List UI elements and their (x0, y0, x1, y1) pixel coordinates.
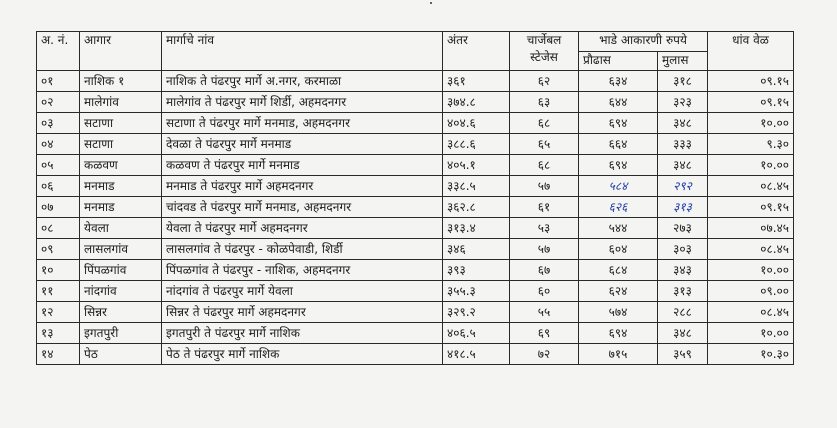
cell-depot: पेठ (80, 344, 162, 365)
cell-sr: ०२ (37, 92, 80, 113)
cell-child: ३१८ (658, 71, 708, 92)
cell-child: ३५९ (658, 344, 708, 365)
cell-sr: ०८ (37, 218, 80, 239)
cell-sr: ०३ (37, 113, 80, 134)
cell-stages: ६५ (510, 134, 579, 155)
cell-sr: ०९ (37, 239, 80, 260)
cell-adult: ६९४ (579, 323, 658, 344)
cell-distance: ३७४.८ (443, 92, 510, 113)
cell-sr: ०४ (37, 134, 80, 155)
speck (430, 2, 432, 4)
cell-distance: ४०५.१ (443, 155, 510, 176)
cell-child: २९२ (658, 176, 708, 197)
header-distance: अंतर (443, 32, 510, 71)
cell-depot: इगतपुरी (80, 323, 162, 344)
cell-child: ३४८ (658, 113, 708, 134)
cell-adult: ६९४ (579, 155, 658, 176)
cell-stages: ६० (510, 281, 579, 302)
cell-sr: ११ (37, 281, 80, 302)
cell-runtime: ०७.४५ (708, 218, 794, 239)
cell-stages: ५७ (510, 239, 579, 260)
cell-distance: ३९३ (443, 260, 510, 281)
cell-route: पेठ ते पंढरपुर मार्गे नाशिक (162, 344, 443, 365)
cell-runtime: ०८.४५ (708, 176, 794, 197)
table-row (37, 176, 794, 197)
cell-stages: ६१ (510, 197, 579, 218)
cell-adult: ६९४ (579, 113, 658, 134)
cell-child: ३२३ (658, 92, 708, 113)
cell-stages: ६८ (510, 113, 579, 134)
cell-adult: ६०४ (579, 239, 658, 260)
cell-distance: ३२९.२ (443, 302, 510, 323)
cell-adult: ५७४ (579, 302, 658, 323)
table-row (37, 92, 794, 113)
cell-sr: ०६ (37, 176, 80, 197)
cell-adult: ५८४ (579, 176, 658, 197)
table-row (37, 323, 794, 344)
cell-child: ३१३ (658, 197, 708, 218)
cell-depot: सटाणा (80, 134, 162, 155)
cell-stages: ६९ (510, 323, 579, 344)
cell-child: ३४८ (658, 323, 708, 344)
cell-route: देवळा ते पंढरपुर मार्गे मनमाड (162, 134, 443, 155)
cell-runtime: १०.३० (708, 344, 794, 365)
cell-child: २८८ (658, 302, 708, 323)
cell-depot: लासलगांव (80, 239, 162, 260)
cell-adult: ५४४ (579, 218, 658, 239)
cell-adult: ६६४ (579, 134, 658, 155)
header-adult: प्रौढास (579, 52, 658, 71)
cell-stages: ५५ (510, 302, 579, 323)
cell-distance: ३४६ (443, 239, 510, 260)
table-row (37, 134, 794, 155)
cell-distance: ३८८.६ (443, 134, 510, 155)
cell-distance: ४०६.५ (443, 323, 510, 344)
cell-route: मालेगांव ते पंढरपुर मार्गे शिर्डी, अहमदनगर (162, 92, 443, 113)
cell-sr: १३ (37, 323, 80, 344)
cell-depot: मनमाड (80, 176, 162, 197)
table-row (37, 155, 794, 176)
cell-depot: येवला (80, 218, 162, 239)
cell-depot: सटाणा (80, 113, 162, 134)
table-row (37, 218, 794, 239)
table-row (37, 260, 794, 281)
cell-distance: ३६२.८ (443, 197, 510, 218)
cell-route: नाशिक ते पंढरपुर मार्गे अ.नगर, करमाळा (162, 71, 443, 92)
cell-runtime: १०.०० (708, 323, 794, 344)
cell-stages: ६२ (510, 71, 579, 92)
header-stages: चार्जेबल स्टेजेस (510, 32, 579, 71)
cell-route: इगतपुरी ते पंढरपुर मार्गे नाशिक (162, 323, 443, 344)
cell-distance: ३५५.३ (443, 281, 510, 302)
header-row (37, 32, 794, 52)
cell-adult: ६२६ (579, 197, 658, 218)
cell-distance: ३६१ (443, 71, 510, 92)
cell-route: कळवण ते पंढरपुर मार्गे मनमाड (162, 155, 443, 176)
cell-stages: ५३ (510, 218, 579, 239)
header-route: मार्गाचे नांव (162, 32, 443, 71)
cell-runtime: १०.०० (708, 113, 794, 134)
cell-sr: १० (37, 260, 80, 281)
cell-route: पिंपळगांव ते पंढरपुर - नाशिक, अहमदनगर (162, 260, 443, 281)
cell-distance: ३१३.४ (443, 218, 510, 239)
cell-adult: ६२४ (579, 281, 658, 302)
header-child: मुलास (658, 52, 708, 71)
table-row (37, 281, 794, 302)
cell-runtime: ०९.०० (708, 281, 794, 302)
cell-adult: ६४४ (579, 92, 658, 113)
cell-distance: ३३८.५ (443, 176, 510, 197)
cell-route: लासलगांव ते पंढरपुर - कोळपेवाडी, शिर्डी (162, 239, 443, 260)
cell-depot: नाशिक १ (80, 71, 162, 92)
table-row (37, 239, 794, 260)
cell-stages: ७२ (510, 344, 579, 365)
cell-runtime: ०९.१५ (708, 71, 794, 92)
header-depot: आगार (80, 32, 162, 71)
table-row (37, 71, 794, 92)
fare-table (36, 31, 794, 365)
cell-child: २७३ (658, 218, 708, 239)
table-row (37, 113, 794, 134)
cell-route: येवला ते पंढरपुर मार्गे अहमदनगर (162, 218, 443, 239)
table-row (37, 197, 794, 218)
cell-route: सटाणा ते पंढरपुर मार्गे मनमाड, अहमदनगर (162, 113, 443, 134)
cell-runtime: १०.०० (708, 260, 794, 281)
table-row (37, 302, 794, 323)
cell-stages: ६७ (510, 260, 579, 281)
cell-stages: ६३ (510, 92, 579, 113)
cell-distance: ४१८.५ (443, 344, 510, 365)
cell-depot: पिंपळगांव (80, 260, 162, 281)
cell-depot: मालेगांव (80, 92, 162, 113)
cell-route: मनमाड ते पंढरपुर मार्गे अहमदनगर (162, 176, 443, 197)
table-body (37, 71, 794, 365)
cell-sr: ०१ (37, 71, 80, 92)
cell-child: ३१३ (658, 281, 708, 302)
cell-route: चांदवड ते पंढरपुर मार्गे मनमाड, अहमदनगर (162, 197, 443, 218)
cell-stages: ६८ (510, 155, 579, 176)
cell-depot: नांदगांव (80, 281, 162, 302)
cell-sr: ०७ (37, 197, 80, 218)
header-sr: अ. नं. (37, 32, 80, 71)
cell-sr: १४ (37, 344, 80, 365)
cell-distance: ४०४.६ (443, 113, 510, 134)
cell-adult: ६३४ (579, 71, 658, 92)
cell-runtime: ०९.१५ (708, 197, 794, 218)
header-runtime: धांव वेळ (708, 32, 794, 71)
cell-runtime: १०.०० (708, 155, 794, 176)
cell-runtime: ०८.४५ (708, 302, 794, 323)
cell-depot: सिन्नर (80, 302, 162, 323)
cell-depot: मनमाड (80, 197, 162, 218)
cell-child: ३४८ (658, 155, 708, 176)
cell-stages: ५७ (510, 176, 579, 197)
cell-adult: ७१५ (579, 344, 658, 365)
cell-runtime: ९.३० (708, 134, 794, 155)
cell-sr: ०५ (37, 155, 80, 176)
cell-route: सिन्नर ते पंढरपुर मार्गे अहमदनगर (162, 302, 443, 323)
table-row (37, 344, 794, 365)
cell-route: नांदगांव ते पंढरपुर मार्गे येवला (162, 281, 443, 302)
cell-child: ३३३ (658, 134, 708, 155)
cell-child: ३४३ (658, 260, 708, 281)
cell-runtime: ०८.४५ (708, 239, 794, 260)
cell-child: ३०३ (658, 239, 708, 260)
header-fare: भाडे आकारणी रुपये (579, 32, 708, 52)
cell-sr: १२ (37, 302, 80, 323)
cell-adult: ६८४ (579, 260, 658, 281)
cell-depot: कळवण (80, 155, 162, 176)
cell-runtime: ०९.१५ (708, 92, 794, 113)
